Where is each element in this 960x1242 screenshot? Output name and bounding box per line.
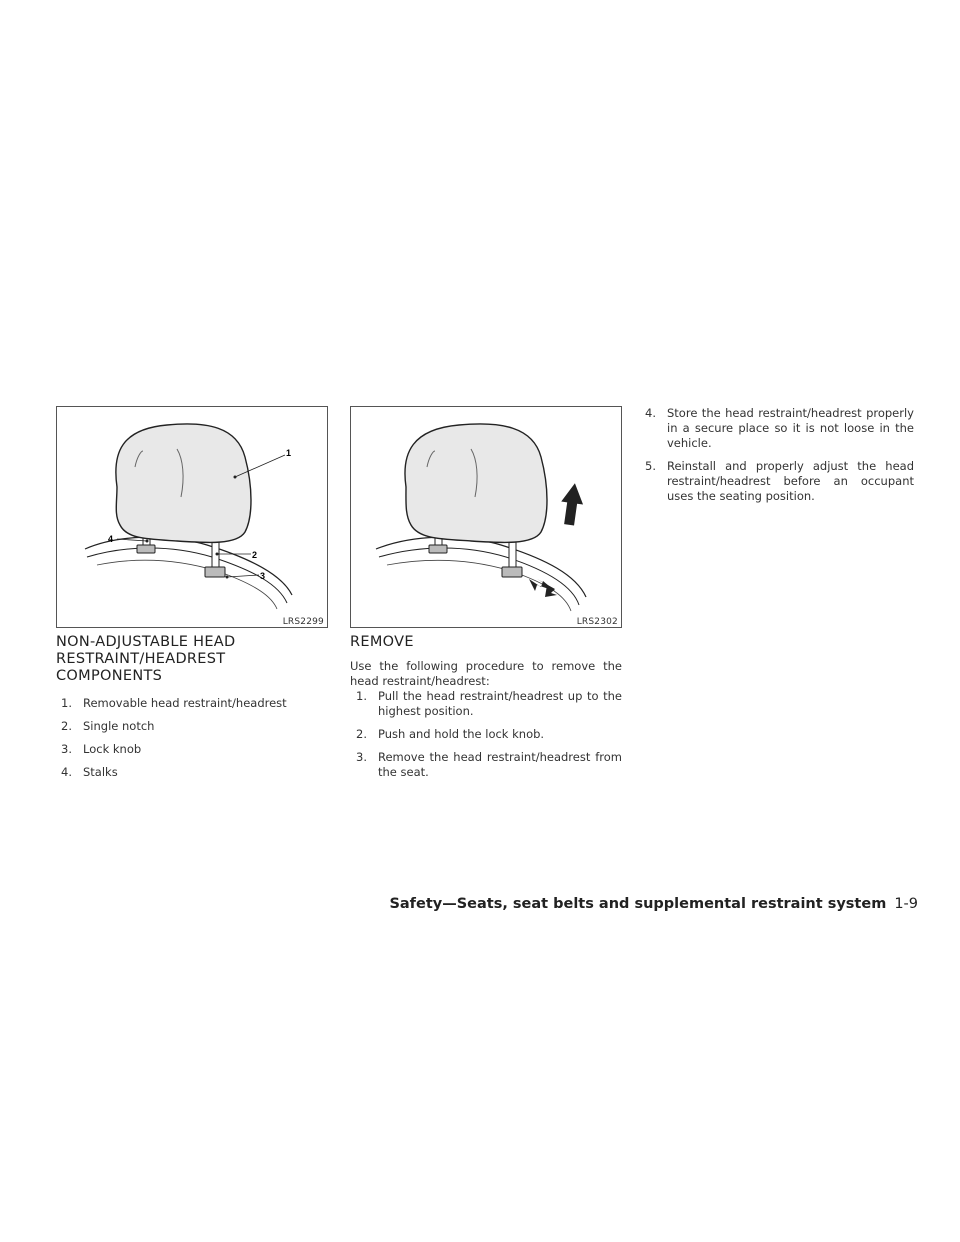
remove-steps-list-continued [645, 406, 914, 512]
intro-paragraph: Use the following procedure to remove the head restraint/headrest: [350, 659, 622, 688]
step-number: 2. [356, 727, 367, 741]
callout-4: 4 [108, 534, 114, 544]
item-number: 1. [61, 696, 72, 710]
step-text: Push and hold the lock knob. [378, 727, 545, 741]
step-number: 4. [645, 406, 656, 420]
step-item [645, 406, 914, 451]
item-text: Stalks [83, 765, 118, 779]
page-footer [389, 896, 918, 912]
step-item [356, 727, 622, 742]
item-number: 3. [61, 742, 72, 756]
figure-code: LRS2299 [282, 617, 324, 627]
remove-figure [350, 406, 622, 628]
step-item [645, 459, 914, 504]
list-item [61, 719, 329, 734]
up-arrow-icon [558, 482, 586, 527]
step-item [356, 689, 622, 719]
list-item [61, 765, 329, 780]
page-number: 1-9 [894, 896, 918, 912]
step-number: 3. [356, 750, 367, 764]
item-text: Lock knob [83, 742, 142, 756]
item-number: 4. [61, 765, 72, 779]
list-item [61, 742, 329, 757]
headrest-removal-illustration [351, 407, 621, 627]
step-text: Store the head restraint/headrest properly in a secure place so it is not loose in the vehicle. [667, 406, 914, 450]
step-item [356, 750, 622, 780]
step-text: Remove the head restraint/headrest from the seat. [378, 750, 622, 779]
callout-1: 1 [286, 448, 292, 458]
footer-section-title: Safety—Seats, seat belts and supplemental restraint system [389, 896, 887, 912]
list-item [61, 696, 329, 711]
step-number: 1. [356, 689, 367, 703]
callout-2: 2 [252, 550, 258, 560]
figure-code: LRS2302 [576, 617, 618, 627]
item-text: Single notch [83, 719, 155, 733]
step-text: Reinstall and properly adjust the head restraint/headrest before an occupant uses the seating position. [667, 459, 914, 503]
components-figure [56, 406, 328, 628]
section-heading: NON-ADJUSTABLE HEAD RESTRAINT/HEADREST COMPONENTS [56, 634, 236, 684]
item-text: Removable head restraint/headrest [83, 696, 287, 710]
step-number: 5. [645, 459, 656, 473]
components-list [61, 696, 329, 788]
item-number: 2. [61, 719, 72, 733]
headrest-components-illustration [57, 407, 327, 627]
callout-3: 3 [260, 571, 266, 581]
step-text: Pull the head restraint/headrest up to the highest position. [378, 689, 622, 718]
push-arrow-icon [537, 579, 557, 597]
remove-steps-list [356, 689, 622, 788]
section-heading: REMOVE [350, 634, 414, 650]
